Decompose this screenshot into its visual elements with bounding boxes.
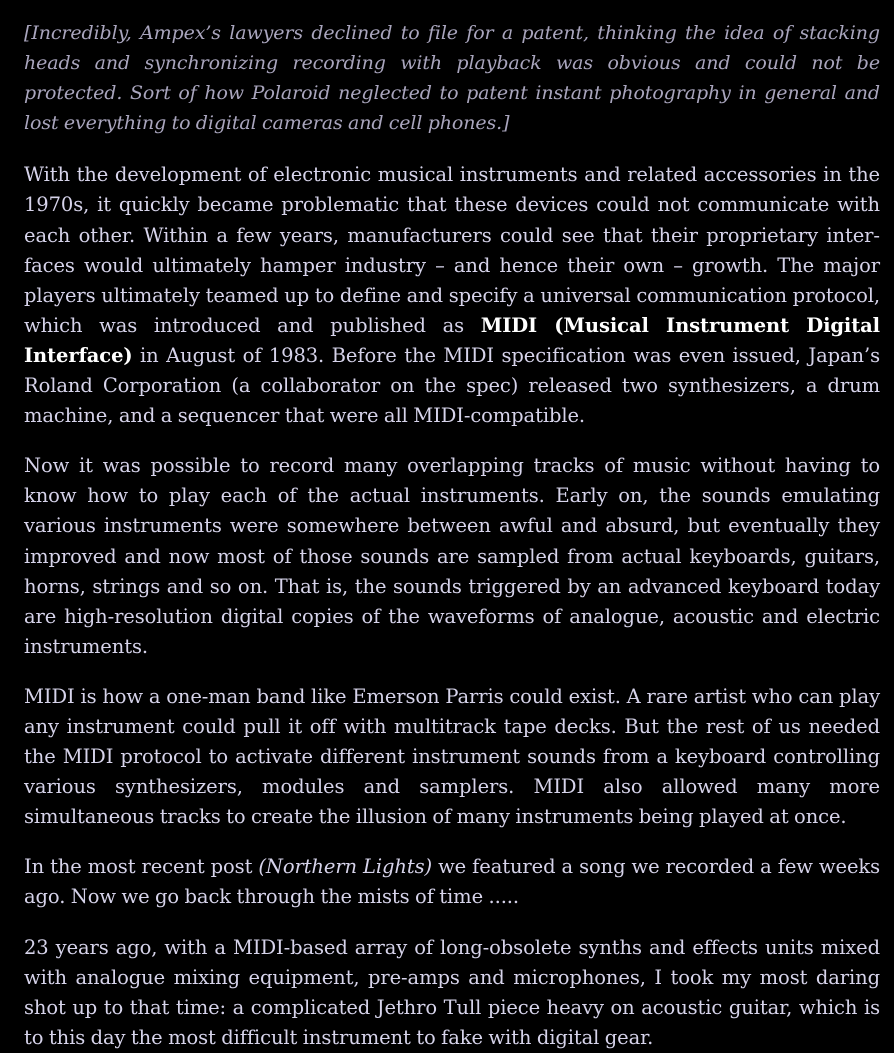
recent-post-paragraph xyxy=(24,852,880,912)
midi-history-text-start: With the development of electronic musical instruments and related accessories in the 1970s, it quickly became problematic that these devices could not communicate with each other. Within a few years, manufacturers could see that their proprietary interfaces would ultimately hamper industry – and hence their own – growth. The major players ultimately teamed up to define and specify a universal communication protocol, which was introduced and published as xyxy=(24,163,880,337)
midi-acronym-bold: MIDI (Musical Instrument Digital Interface) xyxy=(24,313,880,367)
northern-lights-reference: (Northern Lights) xyxy=(258,855,433,879)
article-body xyxy=(24,18,880,1053)
recent-post-text-end: we featured a song we recorded a few weeks ago. Now we go back through the mists of time ..... xyxy=(24,855,881,909)
one-man-band-paragraph: MIDI is how a one-man band like Emerson Parris could exist. A rare artist who can play any instrument could pull it off with multitrack tape decks. But the rest of us needed the MIDI protocol to activate different instrument sounds from a keyboard controlling various synthesizers, modules and samplers. MIDI also allowed many more simultaneous tracks to create the illusion of many instruments being played at once. xyxy=(24,684,880,829)
midi-history-paragraph xyxy=(24,160,880,431)
midi-history-text-end: in August of 1983. Before the MIDI specification was even issued, Japan’s Roland Corporation (a collaborator on the spec) released two synthesizers, a drum machine, and a sequencer that were all MIDI-compatible. xyxy=(24,343,880,428)
jethro-tull-paragraph: 23 years ago, with a MIDI-based array of long-obsolete synths and effects units mixed with analogue mixing equipment, pre-amps and microphones, I took my most daring shot up to that time: a complicated Jethro Tull piece heavy on acoustic guitar, which is to this day the most difficult instrument to fake with digital gear. xyxy=(24,935,880,1049)
patent-note-paragraph: [Incredibly, Ampex’s lawyers declined to file for a patent, thinking the idea of stacking heads and synchronizing recording with playback was obvious and could not be protected. Sort of how Polaroid neglected to patent instant photography in general and lost everything to digital cameras and cell phones.] xyxy=(24,22,880,135)
recent-post-text-start: In the most recent post xyxy=(24,855,259,879)
sampled-sounds-paragraph: Now it was possible to record many overlapping tracks of music without having to know how to play each of the actual instruments. Early on, the sounds emulating various instruments were somewhere between awful and absurd, but eventually they improved and now most of those sounds are sampled from actual keyboards, guitars, horns, strings and so on. That is, the sounds triggered by an advanced keyboard today are high-resolution digital copies of the waveforms of analogue, acoustic and electric instruments. xyxy=(24,454,880,658)
